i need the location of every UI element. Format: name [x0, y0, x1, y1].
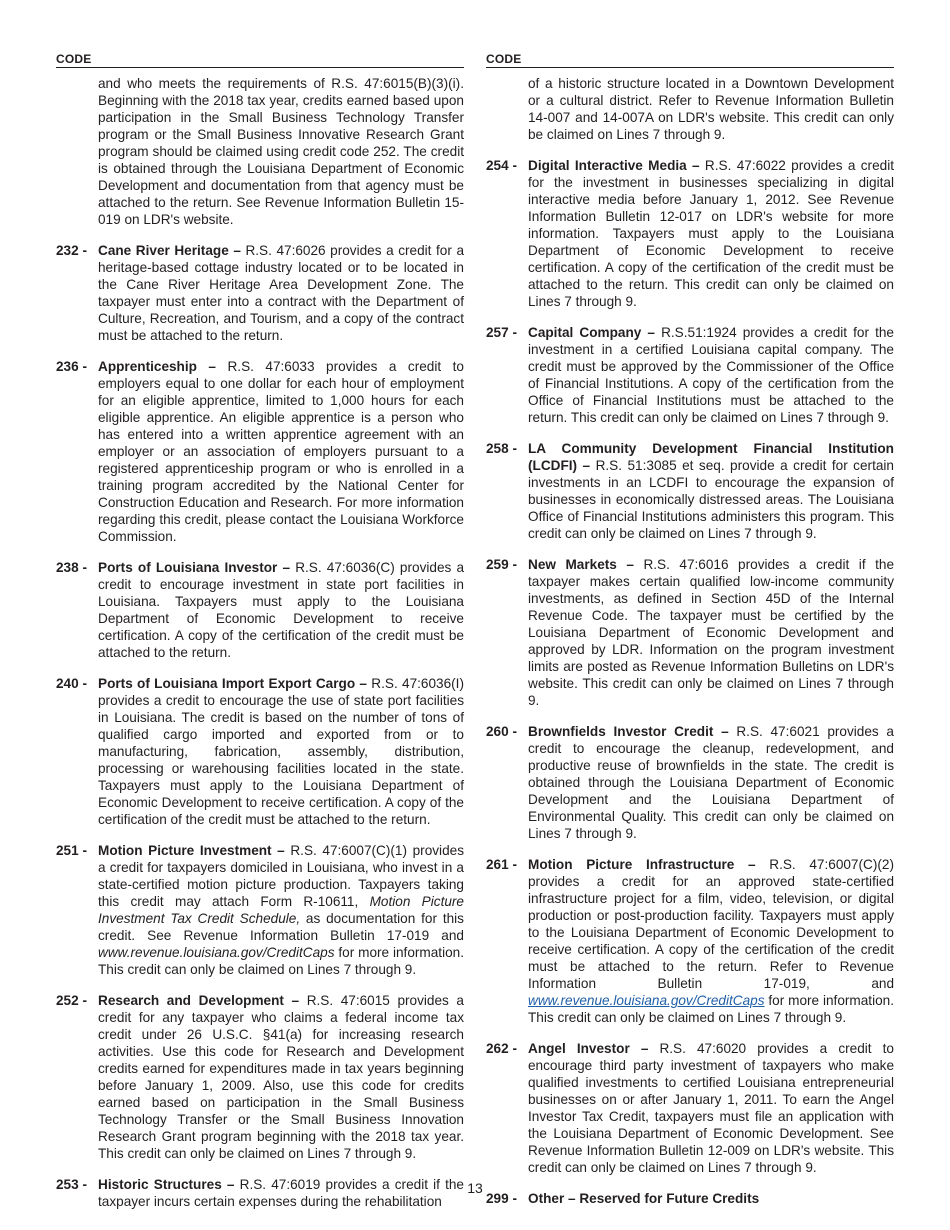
credit-entry-257 [486, 324, 894, 426]
column-header: CODE [486, 52, 894, 68]
credit-entry-261 [486, 856, 894, 1026]
credit-code: 232 - [56, 243, 87, 258]
column-header: CODE [56, 52, 464, 68]
credit-code: 257 - [486, 325, 517, 340]
credit-description: R.S. 47:6007(C)(1) provides a credit for taxpayers domiciled in Louisiana, who invest in a state-certified motion picture production. Taxpayers taking this credit may attach Form R-10611, [98, 843, 464, 909]
credit-code: 261 - [486, 857, 517, 872]
credit-code: 260 - [486, 724, 517, 739]
left-column [56, 52, 464, 1224]
credit-title: Ports of Louisiana Import Export Cargo – [98, 676, 367, 691]
credit-description: R.S. 47:6036(C) provides a credit to encourage investment in state port facilities in Louisiana. Taxpayers must apply to the Louisiana Department of Economic Development to receive certification. A copy of the certification of the credit must be attached to the return. [98, 560, 465, 660]
credit-description: R.S. 47:6033 provides a credit to employers equal to one dollar for each hour of employment for an eligible apprentice, limited to 1,000 hours for each eligible apprentice. An eligible apprentice is a person who has entered into a written apprentice agreement with an employer or an association of employers pursuant to a registered apprenticeship program or who is enrolled in a training program accredited by the National Center for Construction Education and Research. For more information regarding this credit, please contact the Louisiana Workforce Commission. [98, 359, 464, 544]
credit-description: R.S. 47:6026 provides a credit for a heritage-based cottage industry located or to be located in the Cane River Heritage Area Development Zone. The taxpayer must enter into a contract with the Department of Culture, Recreation, and Tourism, and a copy of the contract must be attached to the return. [98, 243, 465, 343]
credit-code: 238 - [56, 560, 87, 575]
credit-description: R.S. 47:6015 provides a credit for any taxpayer who claims a federal income tax credit under 26 U.S.C. §41(a) for increasing research activities. Use this code for Research and Development credits earned for expenditures made in tax years beginning before January 1, 2009. Also, use this code for credits earned based on participation in the Small Business Technology Transfer or the Small Business Innovation Research Grant program beginning with the 2018 tax year. This credit can only be claimed on Lines 7 through 9. [98, 993, 464, 1161]
page-number: 13 [467, 1180, 483, 1196]
credit-entry-254 [486, 157, 894, 310]
credit-caps-link[interactable]: www.revenue.louisiana.gov/CreditCaps [528, 993, 765, 1008]
credit-entry-251 [56, 842, 464, 978]
credit-description: R.S. 47:6016 provides a credit if the taxpayer makes certain qualified low-income community investments, as defined in Section 45D of the Internal Revenue Code. The taxpayer must be certified by the Louisiana Department of Economic Development and approved by LDR. Information on the program investment limits are posted as Revenue Information Bulletins on LDR's website. This credit can only be claimed on Lines 7 through 9. [528, 557, 895, 708]
credit-title: Ports of Louisiana Investor – [98, 560, 291, 575]
credit-code: 253 - [56, 1177, 87, 1192]
credit-code: 236 - [56, 359, 87, 374]
credit-entry-260 [486, 723, 894, 842]
form-title: Motion Picture Investment Tax Credit Schedule, [98, 894, 464, 926]
credit-description-cont: as documentation for this credit. See Revenue Information Bulletin 17-019 and [98, 911, 464, 943]
credit-code: 254 - [486, 158, 517, 173]
credit-description-end: for more information. This credit can only be claimed on Lines 7 through 9. [98, 945, 464, 977]
credit-title: Research and Development – [98, 993, 300, 1008]
credit-entry-240 [56, 675, 464, 828]
credit-title: Other – Reserved for Future Credits [528, 1191, 760, 1206]
credit-entry-262 [486, 1040, 894, 1176]
credit-title: New Markets – [528, 557, 634, 572]
credit-description: R.S. 51:3085 et seq. provide a credit for certain investments in an LCDFI to encourage the expansion of businesses in economically distressed areas. The Louisiana Office of Financial Institutions administers this program. This credit can only be claimed on Lines 7 through 9. [528, 458, 894, 541]
credit-title: LA Community Development Financial Institution (LCDFI) – [528, 441, 894, 473]
credit-title: Brownfields Investor Credit – [528, 724, 729, 739]
credit-title: Motion Picture Infrastructure – [528, 857, 756, 872]
credit-entry-259 [486, 556, 894, 709]
credit-entry-258 [486, 440, 894, 542]
credit-title: Angel Investor – [528, 1041, 649, 1056]
credit-description: R.S.51:1924 provides a credit for the investment in a certified Louisiana capital company. The credit must be approved by the Commissioner of the Office of Financial Institutions. A copy of the certification from the Office of Financial Institutions must be attached to the return. This credit can only be claimed on Lines 7 through 9. [528, 325, 894, 425]
credit-description: R.S. 47:6020 provides a credit to encourage third party investment of taxpayers who make qualified investments to certified Louisiana entrepreneurial businesses on or after January 1, 2011. To earn the Angel Investor Tax Credit, taxpayers must file an application with the Louisiana Department of Economic Development. See Revenue Information Bulletin 12-009 on LDR's website. This credit can only be claimed on Lines 7 through 9. [528, 1041, 894, 1175]
credit-description: R.S. 47:6007(C)(2) provides a credit for an approved state-certified infrastructure project for a film, video, television, or digital production or post-production facility. Taxpayers must apply to the Louisiana Department of Economic Development to receive certification. A copy of the certification of the credit must be attached to the return. Refer to Revenue Information Bulletin 17-019, and [528, 857, 894, 991]
credit-code: 258 - [486, 441, 517, 456]
credit-caps-url: www.revenue.louisiana.gov/CreditCaps [98, 945, 335, 960]
credit-description: R.S. 47:6021 provides a credit to encourage the cleanup, redevelopment, and productive reuse of brownfields in the state. The credit is obtained through the Louisiana Department of Economic Development and the Louisiana Department of Environmental Quality. This credit can only be claimed on Lines 7 through 9. [528, 724, 894, 841]
credit-code: 252 - [56, 993, 87, 1008]
right-column [486, 52, 894, 1221]
credit-entry-238 [56, 559, 464, 661]
credit-title: Digital Interactive Media – [528, 158, 700, 173]
credit-code: 299 - [486, 1191, 517, 1206]
credit-entry-252 [56, 992, 464, 1162]
credit-title: Capital Company – [528, 325, 655, 340]
credit-code: 259 - [486, 557, 517, 572]
credit-title: Apprenticeship – [98, 359, 216, 374]
continued-text: and who meets the requirements of R.S. 47:6015(B)(3)(i). Beginning with the 2018 tax year, credits earned based upon participation in the Small Business Technology Transfer program or the Small Business Innovative Research Grant program should be claimed using credit code 252. The credit is obtained through the Louisiana Department of Economic Development and documentation from that agency must be attached to the return. See Revenue Information Bulletin 15-019 on LDR's website. [98, 76, 464, 227]
credit-description: R.S. 47:6036(I) provides a credit to encourage the use of state port facilities in Louisiana. The credit is based on the number of tons of qualified cargo imported and exported from or to manufacturing, fabrication, assembly, distribution, processing or warehousing facilities located in the state. Taxpayers must apply to the Louisiana Department of Economic Development to receive certification. A copy of the certification of the credit must be attached to the return. [98, 676, 464, 827]
credit-description-end: for more information. This credit can only be claimed on Lines 7 through 9. [528, 993, 894, 1025]
credit-code: 240 - [56, 676, 87, 691]
credit-code: 262 - [486, 1041, 517, 1056]
credit-description: R.S. 47:6019 provides a credit if the taxpayer incurs certain expenses during the rehabilitation [98, 1177, 464, 1209]
credit-title: Historic Structures – [98, 1177, 235, 1192]
credit-entry-232 [56, 242, 464, 344]
credit-description: R.S. 47:6022 provides a credit for the investment in businesses specializing in digital interactive media before January 1, 2012. See Revenue Information Bulletin 12-017 on LDR's website for more information. Taxpayers must apply to the Louisiana Department of Economic Development to receive certification. A copy of the certification of the credit must be attached to the return. This credit can only be claimed on Lines 7 through 9. [528, 158, 894, 309]
credit-title: Cane River Heritage – [98, 243, 241, 258]
continued-text: of a historic structure located in a Downtown Development or a cultural district. Refer to Revenue Information Bulletin 14-007 and 14-007A on LDR's website. This credit can only be claimed on Lines 7 through 9. [528, 76, 894, 142]
credit-entry-236 [56, 358, 464, 545]
credit-title: Motion Picture Investment – [98, 843, 285, 858]
credit-code: 251 - [56, 843, 87, 858]
